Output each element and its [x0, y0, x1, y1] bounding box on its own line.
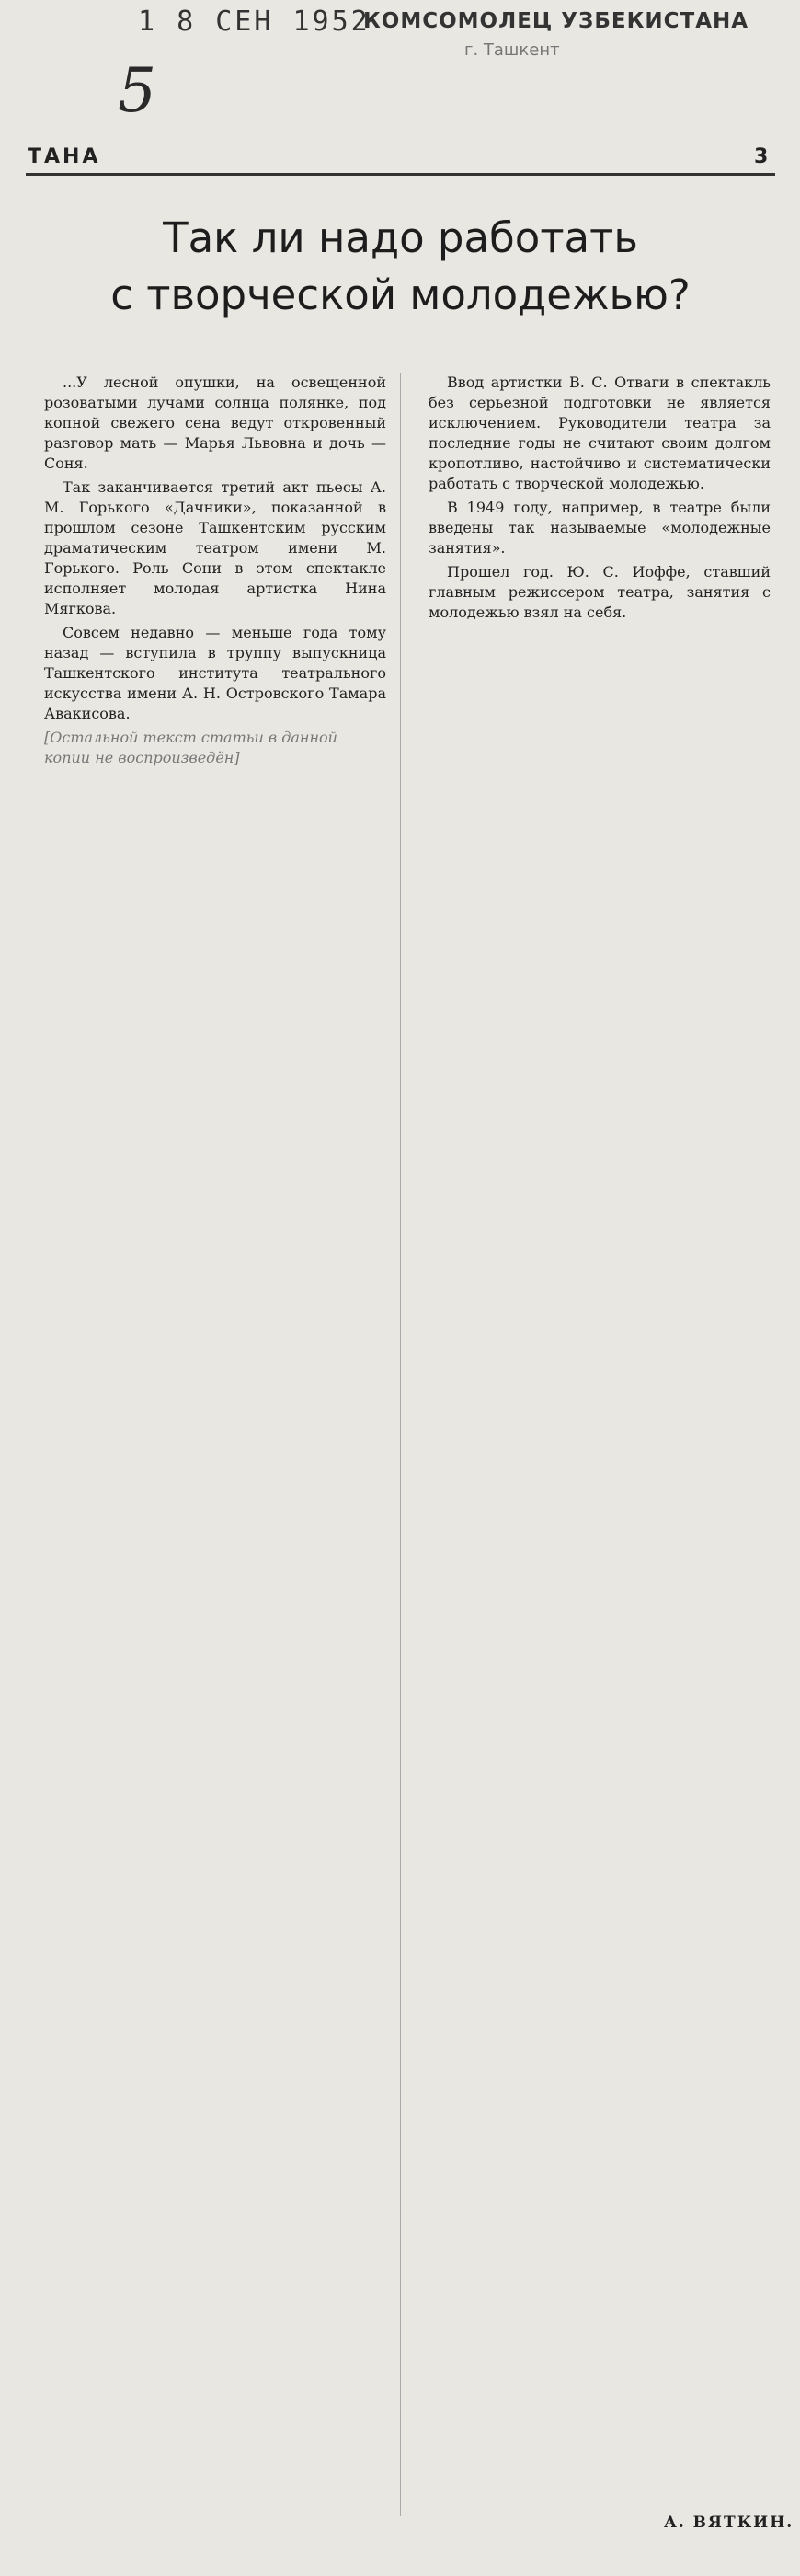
- paragraph: В 1949 году, например, в театре были введены так называемые «молодежные занятия».: [429, 499, 771, 557]
- article-column-left: [44, 373, 386, 2525]
- article-headline: [26, 210, 775, 324]
- headline-line-2: с творческой молодежью?: [110, 270, 691, 319]
- date-stamp: 1 8 СЕН 1952: [138, 6, 371, 38]
- page-number: 3: [754, 145, 769, 168]
- paragraph: Совсем недавно — меньше года тому назад — вступила в труппу выпускница Ташкентского института театрального искусства имени А. Н. Островского Тамара Авакисова.: [44, 624, 386, 722]
- newspaper-name-stamp: КОМСОМОЛЕЦ УЗБЕКИСТАНА: [363, 9, 749, 33]
- handwritten-page-mark: 5: [118, 55, 156, 126]
- header-rule: [26, 173, 775, 176]
- paragraph: Так заканчивается третий акт пьесы А. М. Горького «Дачники», показанной в прошлом сезоне Ташкентским русским драматическим театром имени М. Горького. Роль Сони в этом спектакле исполняет молодая артистка Нина Мягкова.: [44, 478, 386, 617]
- paragraph: Прошел год. Ю. С. Иоффе, ставший главным режиссером театра, занятия с молодежью взял на себя.: [429, 563, 771, 621]
- headline-line-1: Так ли надо работать: [163, 213, 638, 262]
- paragraph: Ввод артистки В. С. Отваги в спектакль без серьезной подготовки не является исключением. Руководители театра за последние годы не считают своим долгом кропотливо, настойчиво и систематически работать с творческой молодежью.: [429, 374, 771, 492]
- article-body: [44, 373, 771, 2525]
- article-column-right: [429, 373, 771, 2525]
- truncation-note: [Остальной текст статьи в данной копии не воспроизведён]: [44, 729, 337, 766]
- article-author: А. ВЯТКИН.: [664, 2513, 794, 2532]
- city-stamp: г. Ташкент: [464, 40, 560, 60]
- section-header: ТАНА: [28, 145, 101, 168]
- paragraph: ...У лесной опушки, на освещенной розоватыми лучами солнца полянке, под копной свежего сена ведут откровенный разговор мать — Марья Львовна и дочь — Соня.: [44, 374, 386, 472]
